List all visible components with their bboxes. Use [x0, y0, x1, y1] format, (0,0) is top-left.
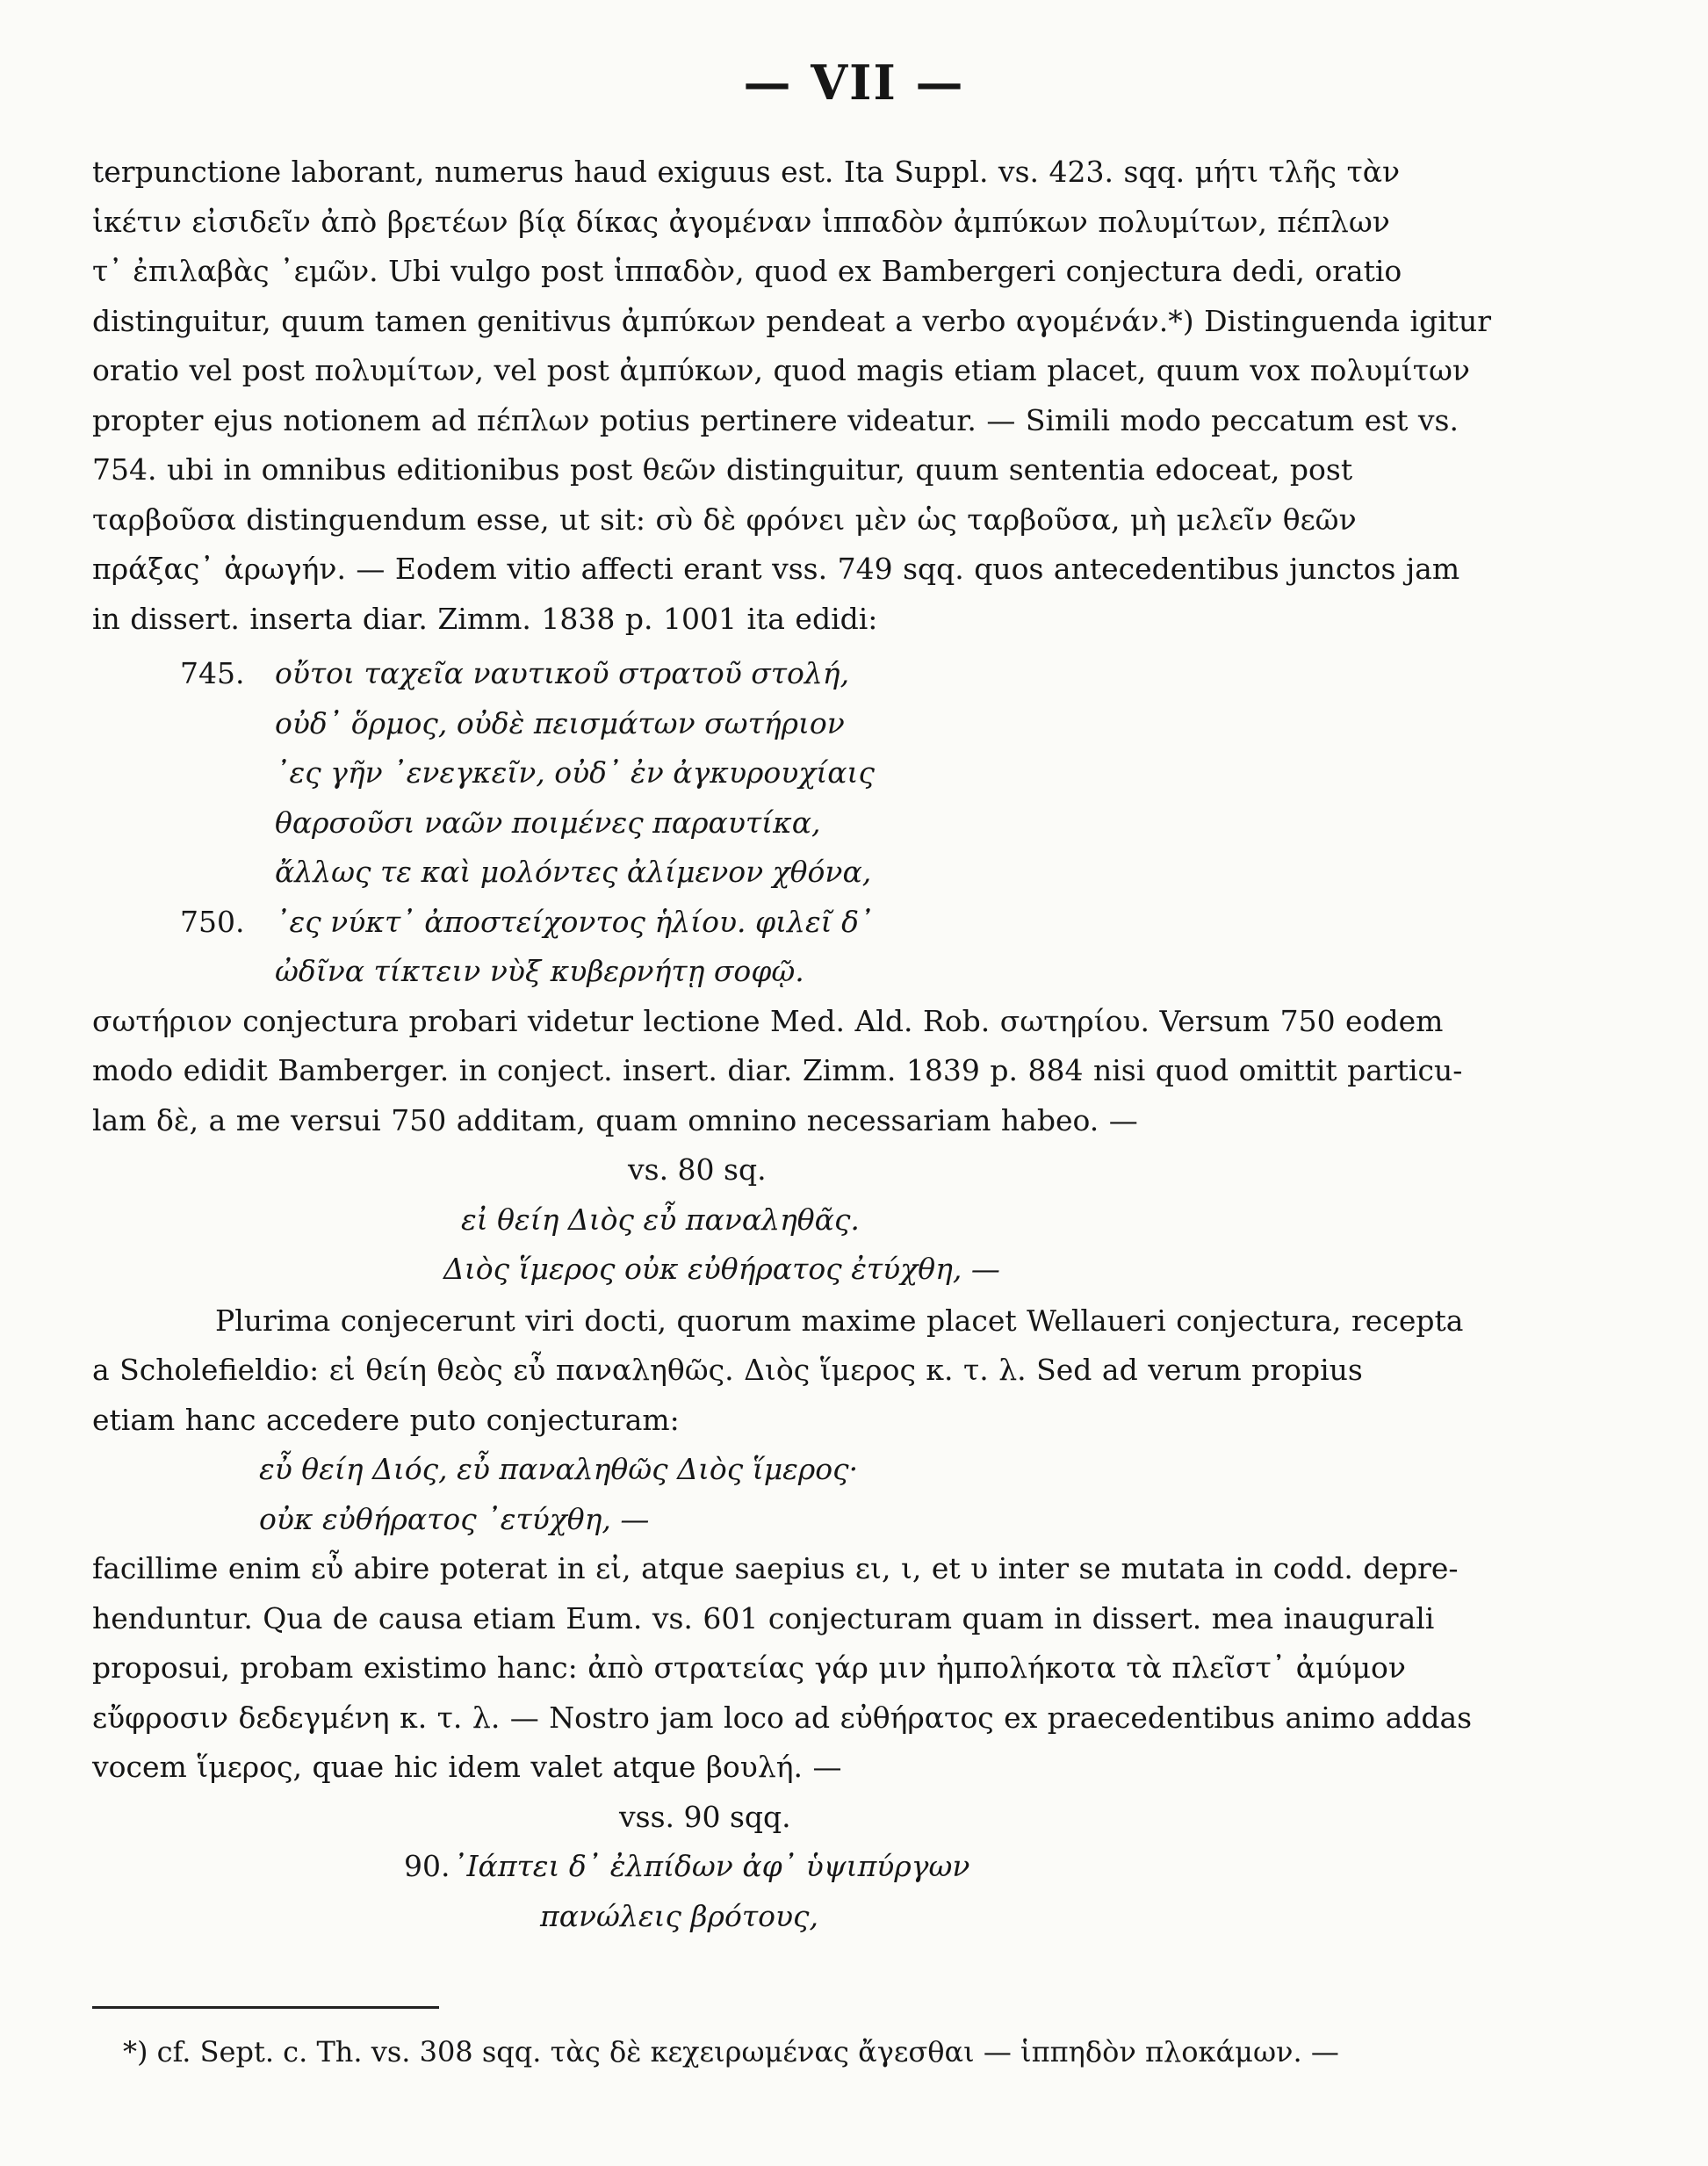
text-line: distinguitur, quum tamen genitivus ἀμπύκων pendeat a verbo αγομένάν.*) Distinguenda igitur: [92, 303, 1492, 338]
text-line: Plurima conjecerunt viri docti, quorum maxime placet Wellaueri conjectura, recepta: [215, 1303, 1464, 1338]
body-text: [92, 148, 1633, 1941]
text-line: proposui, probam existimo hanc: ἀπὸ στρατείας γάρ μιν ἠμπολήκοτα τὰ πλεῖστ᾽ ἀμύμον: [92, 1650, 1406, 1685]
text-line: πράξας᾽ ἀρωγήν. — Eodem vitio affecti erant vss. 749 sqq. quos antecedentibus junctos jam: [92, 552, 1460, 586]
footnote-divider: [92, 2006, 439, 2009]
verse-text: ᾽ες γῆν ᾽ενεγκεῖν, οὐδ᾽ ἐν ἀγκυρουχίαις: [275, 755, 875, 790]
verse-text: οὐκ εὐθήρατος ᾽ετύχθη, —: [259, 1501, 650, 1536]
verse-text: πανώλεις βρότους,: [540, 1898, 818, 1933]
text-line: τ᾽ ἐπιλαβὰς ᾽εμῶν. Ubi vulgo post ἱππαδὸν, quod ex Bambergeri conjectura dedi, oratio: [92, 254, 1402, 288]
verse-text: θαρσοῦσι ναῶν ποιμένες παραυτίκα,: [275, 805, 821, 840]
verse-line: [92, 1495, 1633, 1545]
verse-line: [92, 848, 1633, 898]
text-line: propter ejus notionem ad πέπλων potius pertinere videatur. — Simili modo peccatum est vs.: [92, 402, 1459, 437]
verse-text: ἄλλως τε καὶ μολόντες ἀλίμενον χθόνα,: [275, 855, 872, 889]
verse-line: [92, 1842, 1633, 1892]
verse-block-4: [92, 1842, 1633, 1941]
verse-line: [92, 947, 1633, 997]
verse-line: [92, 699, 1633, 749]
text-line: oratio vel post πολυμίτων, vel post ἀμπύκων, quod magis etiam placet, quum vox πολυμίτων: [92, 353, 1470, 387]
text-line: a Scholefieldio: εἰ θείη θεὸς εὖ παναληθῶς. Διὸς ἵμερος κ. τ. λ. Sed ad verum propius: [92, 1353, 1363, 1387]
text-line: ἱκέτιν εἰσιδεῖν ἀπὸ βρετέων βίᾳ δίκας ἀγομέναν ἱππαδὸν ἀμπύκων πολυμίτων, πέπλων: [92, 204, 1390, 239]
text-line: etiam hanc accedere puto conjecturam:: [92, 1402, 680, 1437]
verse-block-2: [92, 1195, 1633, 1295]
paragraph-2: [92, 997, 1633, 1146]
verse-block-1: [92, 649, 1633, 997]
verse-reference: vss. 90 sqq.: [619, 1799, 791, 1834]
verse-line: [92, 1195, 1633, 1245]
text-line: ταρβοῦσα distinguendum esse, ut sit: σὺ δὲ φρόνει μὲν ὡς ταρβοῦσα, μὴ μελεῖν θεῶν: [92, 502, 1357, 537]
text-line: lam δὲ, a me versui 750 additam, quam omnino necessariam habeo. —: [92, 1102, 1138, 1137]
text-line: 754. ubi in omnibus editionibus post θεῶν distinguitur, quum sententia edoceat, post: [92, 452, 1353, 487]
verse-number: 90.: [404, 1849, 450, 1883]
verse-line: [92, 1245, 1633, 1295]
verse-number: 750.: [180, 904, 245, 939]
verse-block-3: [92, 1445, 1633, 1544]
text-line: σωτήριον conjectura probari videtur lectione Med. Ald. Rob. σωτηρίου. Versum 750 eodem: [92, 1003, 1444, 1038]
verse-line: [92, 1445, 1633, 1495]
verse-text: οὔτοι ταχεῖα ναυτικοῦ στρατοῦ στολή,: [275, 656, 850, 690]
verse-line: [92, 649, 1633, 699]
verse-line: [92, 898, 1633, 948]
text-line: facillime enim εὖ abire poterat in εἰ, atque saepius ει, ι, et υ inter se mutata in codd. depre-: [92, 1551, 1459, 1585]
footnote: *) cf. Sept. c. Th. vs. 308 sqq. τὰς δὲ κεχειρωμένας ἄγεσθαι — ἱππηδὸν πλοκάμων. —: [123, 2035, 1339, 2069]
verse-text: ὠδῖνα τίκτειν νὺξ κυβερνήτῃ σοφῷ.: [275, 954, 804, 988]
verse-text: εἰ θείη Διὸς εὖ παναληθᾶς.: [461, 1202, 860, 1237]
paragraph-3: [92, 1296, 1633, 1446]
verse-number: 745.: [180, 656, 245, 690]
verse-text: οὐδ᾽ ὅρμος, οὐδὲ πεισμάτων σωτήριον: [275, 705, 845, 740]
paragraph-4: [92, 1544, 1633, 1793]
page-header: — VII —: [743, 54, 965, 111]
verse-line: [92, 1892, 1633, 1942]
text-line: henduntur. Qua de causa etiam Eum. vs. 601 conjecturam quam in dissert. mea inaugurali: [92, 1600, 1435, 1635]
verse-text: ᾽Ιάπτει δ᾽ ἐλπίδων ἀφ᾽ ὑψιπύργων: [452, 1849, 970, 1883]
text-line: vocem ἵμερος, quae hic idem valet atque βουλή. —: [92, 1750, 842, 1784]
verse-text: Διὸς ἵμερος οὐκ εὐθήρατος ἐτύχθη, —: [443, 1252, 1000, 1286]
verse-line: [92, 748, 1633, 798]
text-line: terpunctione laborant, numerus haud exiguus est. Ita Suppl. vs. 423. sqq. μήτι τλῆς τὰν: [92, 155, 1401, 189]
verse-reference: vs. 80 sq.: [628, 1152, 767, 1187]
verse-text: εὖ θείη Διός, εὖ παναληθῶς Διὸς ἵμερος·: [259, 1452, 859, 1486]
text-line: modo edidit Bamberger. in conject. insert. diar. Zimm. 1839 p. 884 nisi quod omittit particu-: [92, 1053, 1463, 1087]
text-line: in dissert. inserta diar. Zimm. 1838 p. 1001 ita edidi:: [92, 601, 878, 636]
paragraph-1: [92, 148, 1633, 644]
verse-line: [92, 798, 1633, 848]
text-line: εὔφροσιν δεδεγμένη κ. τ. λ. — Nostro jam loco ad εὐθήρατος ex praecedentibus animo addas: [92, 1700, 1473, 1735]
verse-text: ᾽ες νύκτ᾽ ἀποστείχοντος ἡλίου. φιλεῖ δ᾽: [275, 904, 874, 939]
